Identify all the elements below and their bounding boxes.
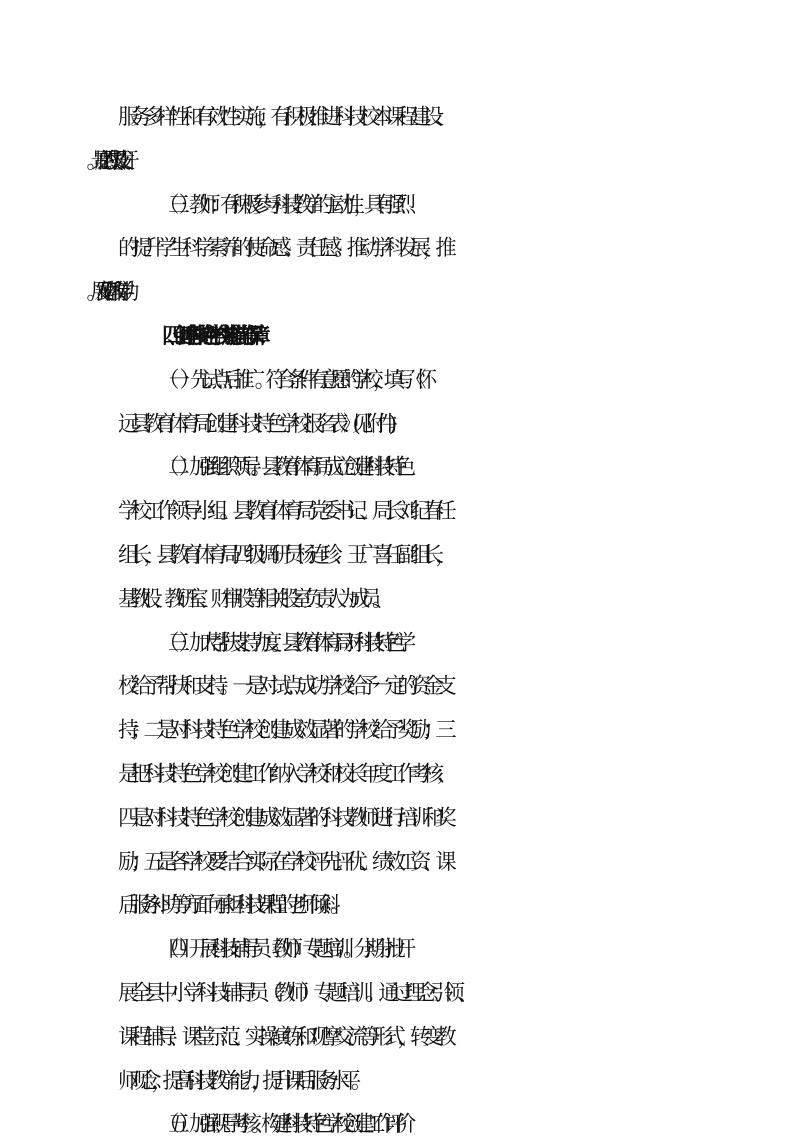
- paragraph-line: 是把科技特色学校创建工作纳入学校和校长年度工作考核；: [118, 762, 449, 787]
- paragraph-line: （一）先试点后推广。符合条件有意愿的学校，填写《怀: [158, 367, 427, 393]
- paragraph-line: 远县教育体育局创建科技特色学校报名表》(见附件)。: [118, 411, 401, 437]
- paragraph-line: （二）加强组织领导。县教育体育局成立创建科技特色: [158, 455, 406, 481]
- paragraph-line: 持；二是对科技特色学校创建成效显著的学校给予奖励；三: [118, 718, 449, 744]
- paragraph-line: （三）加大帮扶支持力度。县教育体育局对科技特色学: [158, 630, 406, 656]
- paragraph-line: 后服务补助等方面向承担科技课程的老师倾斜。: [118, 893, 341, 919]
- paragraph-line: [118, 148, 793, 176]
- paragraph-line: 师观念，提高科技教学能力，提升课后服务水平。: [118, 1068, 363, 1094]
- paragraph-line: 服务多样性和有效性实施，有积极推进科技校本课程建设、: [118, 105, 449, 130]
- paragraph-line: 励；五是各学校要结合实际在学校评先评优、绩效工资、课: [118, 849, 449, 875]
- paragraph-line: 基教股、教研室、财审股等相关股室负责人为成员。: [118, 586, 384, 612]
- paragraph-line: 展全县中小学科技辅导员（教师）专题培训。通过理念引领、: [118, 981, 470, 1006]
- paragraph-line: 校给予帮扶和支持。一是对试点成功学校给予一定的资金支: [118, 674, 449, 700]
- section-heading: 四、创建科技特色学校实施措施与保障: [162, 324, 255, 349]
- paragraph-line: （三）教师：有积极参与科技教学的主动性，具有强烈: [158, 192, 406, 218]
- paragraph-line: [118, 279, 793, 307]
- paragraph-line: 的提升学生科学素养的使命感、责任感。推动学科发展，推: [118, 236, 449, 262]
- paragraph-line: 课程辅导、课堂示范、实操演练和观摩交流等形式，转变教: [118, 1024, 449, 1050]
- paragraph-line: （四）开展科技辅导员（教师）专题培训。分期分批开: [158, 937, 406, 963]
- paragraph-line: （五）加强视导考核。构建科技特色学校创建工作评价: [158, 1112, 406, 1138]
- paragraph-line: 四是对科技特色学校创建成效显著的科技教师进行培训和奖: [118, 805, 449, 831]
- paragraph-line: 组长，县教育体育局四级调研员杨连珍、王广喜任副组长，: [118, 543, 449, 568]
- paragraph-line: 学校工作领导小组。县教育体育局党委书记、局长刘纪春任: [118, 499, 449, 525]
